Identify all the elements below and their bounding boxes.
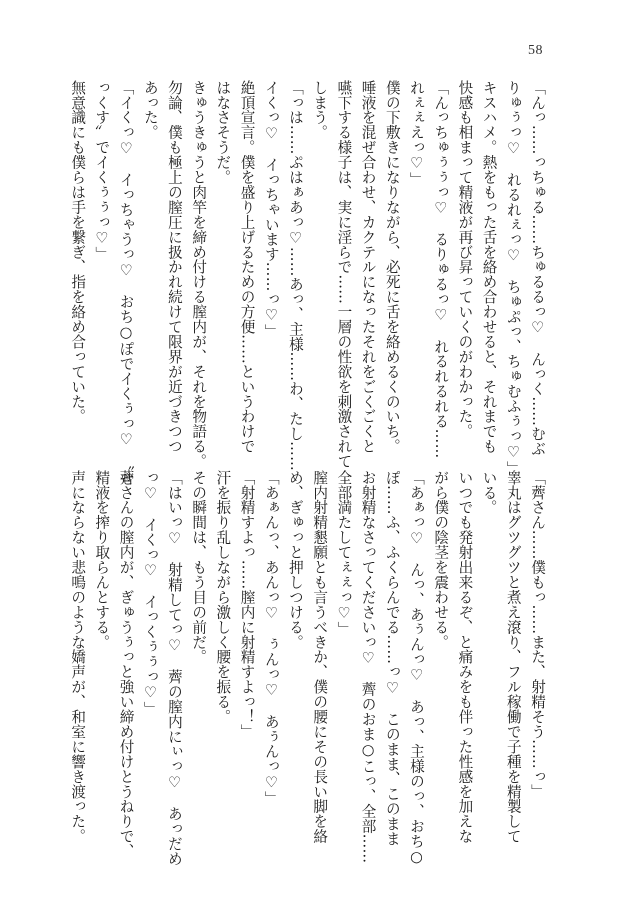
- text-line: れぇぇえっ♡」: [407, 80, 425, 188]
- text-line: 無意識にも僕らは手を繋ぎ、指を絡め合っていた。: [69, 80, 87, 424]
- text-line: 睾丸はグツグツと煮え滾り、フル稼働で子種を精製して: [504, 470, 522, 844]
- text-line: 「っは……ぷはぁあっ♡……あっ、主様……わ、たし……: [286, 80, 304, 472]
- text-line: イくっ♡ イっちゃいます……っ♡」: [262, 80, 280, 339]
- lower-text-block: [69, 470, 549, 866]
- text-line: がら僕の陰茎を震わせる。: [432, 470, 450, 650]
- text-line: 「あぁっ♡ んっ、あぅんっ♡ あっ、主様のっ、おち○: [407, 470, 425, 866]
- text-line: 「あぁんっ、あんっ♡ ぅんっ♡ あぅんっ♡」: [262, 470, 280, 807]
- page-number: 58: [528, 43, 543, 58]
- text-line: 薺さんの膣内が、ぎゅうぅっと強い締め付けとうねりで、: [117, 470, 135, 859]
- text-line: りゅぅっ♡ れるれぇっ♡ ちゅぷっ、ちゅむふぅっ♡」: [504, 80, 522, 476]
- text-line: 「射精すよっ……膣内に射精すよっ！」: [238, 470, 256, 740]
- text-line: 全部満たしてぇぇっ♡」: [335, 470, 353, 637]
- upper-text-block: [69, 80, 549, 486]
- text-line: 膣内射精懇願とも言うべきか、僕の腰にその長い脚を絡: [311, 470, 329, 844]
- text-line: その瞬間は、もう目の前だ。: [190, 470, 208, 665]
- text-line: 「薺さん……僕もっ……また、射精そう……っ」: [529, 470, 546, 799]
- text-line: 絶頂宣言。僕を盛り上げるための方便……というわけで: [238, 80, 256, 454]
- text-line: きゅうきゅうと肉竿を締め付ける膣内が、それを物語る。: [190, 80, 208, 469]
- text-line: 僕の下敷きになりながら、必死に舌を絡めるくのいち。: [383, 80, 401, 454]
- text-line: お射精なさってくださいっ♡ 薺のおま○こっ、全部……: [359, 470, 377, 864]
- text-line: め、ぎゅっと押しつける。: [286, 470, 304, 650]
- text-line: キスハメ。熱をもった舌を絡め合わせると、それまでも: [480, 80, 498, 454]
- text-line: 唾液を混ぜ合わせ、カクテルになったそれをごくごくと: [359, 80, 377, 454]
- text-line: はなさそうだ。: [214, 80, 232, 185]
- text-line: 「イくっ♡ イっちゃうっ♡ おち○ぽでイくぅっ♡ 〝せ: [117, 80, 135, 486]
- text-line: 声にならない悲鳴のような嬌声が、和室に響き渡った。: [69, 470, 87, 844]
- text-line: 嚥下する様子は、実に淫らで……一層の性欲を刺激されて: [335, 80, 353, 469]
- text-line: ぽ……ふ、ふくらんでる……っ♡ このまま、このまま: [383, 470, 401, 847]
- text-line: いる。: [480, 470, 498, 515]
- text-line: 「はいっ♡ 射精してっ♡ 薺の膣内にぃっ♡ あっだめ: [165, 470, 183, 866]
- text-line: っくす〟でイくぅぅっ♡」: [93, 80, 111, 262]
- text-line: っ♡ イくっ♡ イっくぅぅっ♡」: [141, 470, 159, 717]
- text-line: 「んっ……っちゅる……ちゅるるっ♡ んっく……むぶ: [529, 80, 546, 457]
- text-line: しまう。: [311, 80, 329, 140]
- text-line: いつでも発射出来るぞ、と痛みをも伴った性感を加えな: [456, 470, 474, 844]
- text-line: あった。: [141, 80, 159, 140]
- text-line: 勿論、僕も極上の膣圧に扱かれ続けて限界が近づきつつ: [165, 80, 183, 454]
- text-line: 「んっちゅぅぅっ♡ るりゅるっ♡ れるれるれる……: [432, 80, 450, 459]
- text-line: 汗を振り乱しながら激しく腰を振る。: [214, 470, 232, 725]
- text-line: 精液を搾り取らんとする。: [93, 470, 111, 650]
- text-line: 快感も相まって精液が再び昇っていくのがわかった。: [456, 80, 474, 439]
